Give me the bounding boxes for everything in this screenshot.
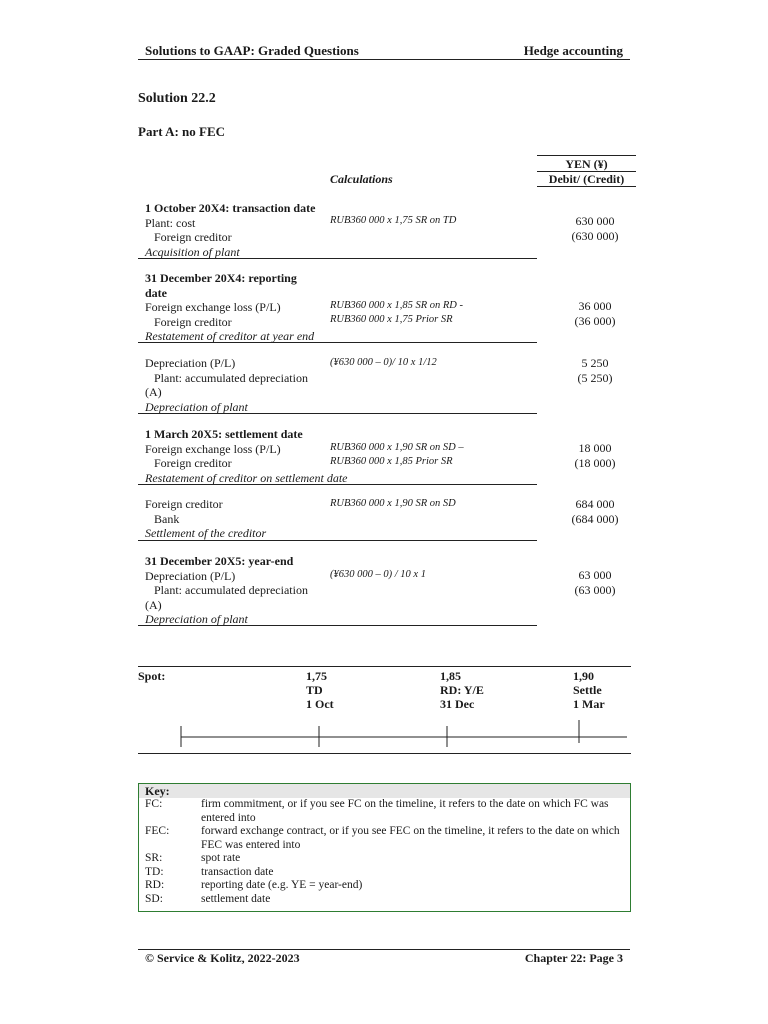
debit-amount: 63 000 <box>578 568 612 582</box>
key-title: Key: <box>139 784 630 798</box>
dc-header: Debit/ (Credit) <box>548 172 625 186</box>
calculation-line: RUB360 000 x 1,90 SR on SD – <box>330 442 464 453</box>
credit-amount: (36 000) <box>574 313 616 328</box>
calculation-line: (¥630 000 – 0) / 10 x 1 <box>330 569 426 580</box>
calculations-header: Calculations <box>330 172 393 186</box>
spot-code: RD: Y/E <box>440 683 484 697</box>
spot-date: 31 Dec <box>440 697 475 711</box>
entry-title: 31 December 20X5: year-end <box>145 554 294 568</box>
entry-account-line: Depreciation (P/L) <box>145 568 236 583</box>
key-abbreviation: SD: <box>145 892 163 905</box>
key-abbreviation: SR: <box>145 852 163 864</box>
key-row <box>139 879 630 893</box>
spot-code: Settle <box>573 683 602 697</box>
credit-amount: (18 000) <box>574 455 616 470</box>
footer-rule <box>138 949 630 950</box>
debit-amount: 684 000 <box>575 497 615 511</box>
header-right: Hedge accounting <box>523 43 623 58</box>
calculation-line: RUB360 000 x 1,85 SR on RD - <box>330 300 463 311</box>
entry-narrative: Acquisition of plant <box>145 244 240 259</box>
spot-rate: 1,90 <box>573 669 594 683</box>
solution-title: Solution 22.2 <box>138 91 216 106</box>
entry-narrative: Settlement of the creditor <box>145 526 267 540</box>
footer-left: © Service & Kolitz, 2022-2023 <box>145 951 300 965</box>
key-row <box>139 852 630 866</box>
debit-amount: 36 000 <box>578 299 612 313</box>
key-abbreviation: FC: <box>145 798 163 810</box>
part-title: Part A: no FEC <box>138 124 226 139</box>
spot-code: TD <box>306 683 323 697</box>
footer-right: Chapter 22: Page 3 <box>524 951 623 965</box>
key-definition: forward exchange contract, or if you see FEC on the timeline, it refers to the date on which FEC was entered into <box>201 825 620 851</box>
spot-date: 1 Mar <box>573 697 605 711</box>
entry-account-line: Depreciation (P/L) <box>145 356 236 370</box>
debit-amount: 18 000 <box>578 441 612 455</box>
key-row <box>139 825 630 852</box>
calculation-line: (¥630 000 – 0)/ 10 x 1/12 <box>330 357 437 368</box>
entry-title: 31 December 20X4: reporting <box>145 271 297 285</box>
entry-narrative: Restatement of creditor on settlement date <box>145 470 348 485</box>
key-abbreviation: RD: <box>145 879 165 891</box>
entry-account-line: Bank <box>154 511 180 526</box>
key-definition: transaction date <box>201 865 274 878</box>
entry-title: date <box>145 285 167 300</box>
entry-account-line: Plant: cost <box>145 215 196 230</box>
entry-title: 1 October 20X4: transaction date <box>145 201 316 215</box>
entry-account-line: Plant: accumulated depreciation <box>154 370 308 385</box>
credit-amount: (684 000) <box>571 511 619 526</box>
entry-account-line: (A) <box>145 385 162 399</box>
calculation-line: RUB360 000 x 1,75 SR on TD <box>330 215 457 226</box>
key-row <box>139 798 630 825</box>
key-abbreviation: TD: <box>145 865 164 878</box>
header-left: Solutions to GAAP: Graded Questions <box>145 43 359 58</box>
entry-account-line: (A) <box>145 597 162 612</box>
key-row <box>139 893 630 907</box>
key-definition: firm commitment, or if you see FC on the timeline, it refers to the date on which FC was entered into <box>201 798 609 824</box>
credit-amount: (5 250) <box>577 370 613 385</box>
calculation-line: RUB360 000 x 1,90 SR on SD <box>330 498 456 509</box>
entry-account-line: Foreign exchange loss (P/L) <box>145 441 281 456</box>
spot-rate: 1,75 <box>306 669 327 683</box>
key-abbreviation: FEC: <box>145 825 170 837</box>
calculation-line: RUB360 000 x 1,85 Prior SR <box>330 455 453 467</box>
entry-narrative: Depreciation of plant <box>145 612 248 626</box>
spot-rate: 1,85 <box>440 669 461 683</box>
calculation-line: RUB360 000 x 1,75 Prior SR <box>330 313 453 325</box>
currency-header: YEN (¥) <box>565 157 608 171</box>
key-rows <box>139 798 630 906</box>
key-row <box>139 866 630 880</box>
entry-account-line: Foreign exchange loss (P/L) <box>145 300 281 314</box>
entry-account-line: Foreign creditor <box>145 497 223 511</box>
credit-amount: (630 000) <box>571 228 619 243</box>
key-definition: spot rate <box>201 852 241 864</box>
entry-account-line: Foreign creditor <box>154 314 232 329</box>
debit-amount: 5 250 <box>581 356 609 370</box>
entry-title: 1 March 20X5: settlement date <box>145 427 303 441</box>
timeline-label: Spot: <box>138 669 166 683</box>
timeline-bottom-rule <box>138 753 631 754</box>
entry-account-line: Foreign creditor <box>154 456 232 470</box>
spot-date: 1 Oct <box>306 697 334 711</box>
key-definition: reporting date (e.g. YE = year-end) <box>201 879 363 891</box>
debit-amount: 630 000 <box>575 214 615 228</box>
key-box <box>138 783 631 912</box>
entry-account-line: Foreign creditor <box>154 230 232 244</box>
key-definition: settlement date <box>201 892 271 905</box>
entry-account-line: Plant: accumulated depreciation <box>154 583 308 597</box>
credit-amount: (63 000) <box>574 582 616 597</box>
entry-narrative: Restatement of creditor at year end <box>145 329 315 343</box>
entry-narrative: Depreciation of plant <box>145 399 248 414</box>
